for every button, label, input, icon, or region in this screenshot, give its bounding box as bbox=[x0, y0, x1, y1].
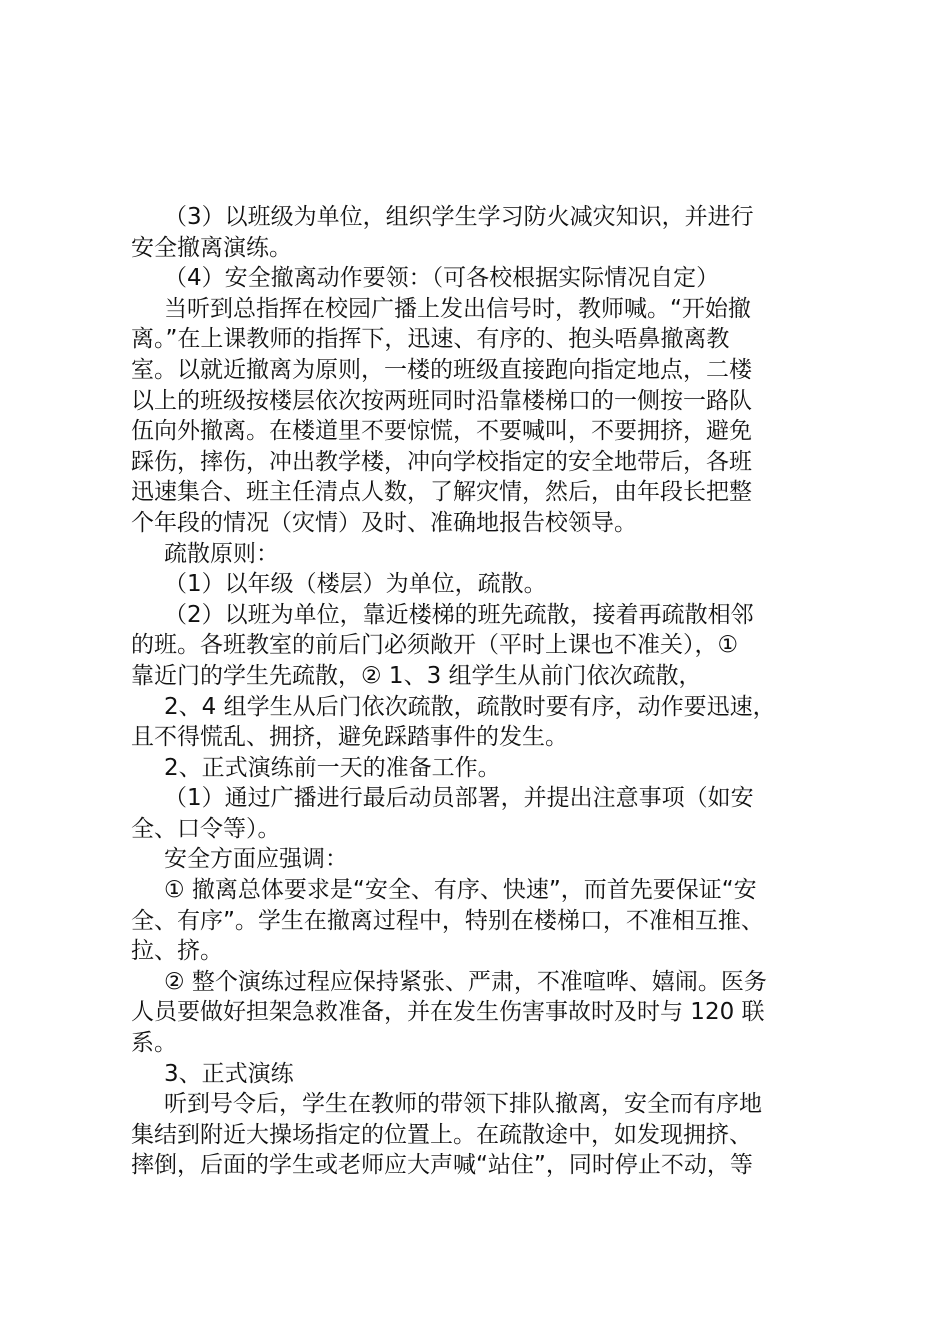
text-line: 伍向外撤离。在楼道里不要惊慌，不要喊叫，不要拥挤，避免 bbox=[131, 418, 752, 445]
text-line: 摔倒，后面的学生或老师应大声喊“站住”，同时停止不动，等 bbox=[131, 1152, 753, 1179]
text-line: 疏散原则： bbox=[164, 540, 279, 567]
text-line: 3、正式演练 bbox=[164, 1060, 294, 1087]
text-line: 全、有序”。学生在撤离过程中，特别在楼梯口，不准相互推、 bbox=[131, 907, 764, 934]
text-line: 全、口令等）。 bbox=[131, 815, 281, 842]
text-line: 2、正式演练前一天的准备工作。 bbox=[164, 754, 501, 781]
text-line: ② 整个演练过程应保持紧张、严肃，不准喧哗、嬉闹。医务 bbox=[164, 968, 767, 995]
text-line: 拉、挤。 bbox=[131, 938, 223, 965]
text-line: 听到号令后，学生在教师的带领下排队撤离，安全而有序地 bbox=[164, 1091, 762, 1118]
text-line: 且不得慌乱、拥挤，避免踩踏事件的发生。 bbox=[131, 724, 568, 751]
text-line: （2）以班为单位，靠近楼梯的班先疏散，接着再疏散相邻 bbox=[164, 601, 754, 628]
text-line: ① 撤离总体要求是“安全、有序、快速”，而首先要保证“安 bbox=[164, 877, 757, 904]
text-line: （1）以年级（楼层）为单位，疏散。 bbox=[164, 571, 547, 598]
text-line: 系。 bbox=[131, 1030, 177, 1057]
text-line: 个年段的情况（灾情）及时、准确地报告校领导。 bbox=[131, 509, 637, 536]
text-line: 离。”在上课教师的指挥下，迅速、有序的、抱头唔鼻撤离教 bbox=[131, 326, 730, 353]
text-line: 踩伤，摔伤，冲出教学楼，冲向学校指定的安全地带后，各班 bbox=[131, 448, 752, 475]
text-line: 安全方面应强调： bbox=[164, 846, 348, 873]
text-line: 的班。各班教室的前后门必须敞开（平时上课也不准关），① bbox=[131, 632, 739, 659]
text-line: 集结到附近大操场指定的位置上。在疏散途中，如发现拥挤、 bbox=[131, 1121, 752, 1148]
document-body bbox=[131, 202, 831, 1181]
text-line: （4）安全撤离动作要领：（可各校根据实际情况自定） bbox=[164, 265, 720, 292]
text-line: 安全撤离演练。 bbox=[131, 234, 292, 261]
text-line: 当听到总指挥在校园广播上发出信号时，教师喊。“开始撤 bbox=[164, 295, 751, 322]
text-line: （3）以班级为单位，组织学生学习防火减灾知识，并进行 bbox=[164, 204, 754, 230]
text-line: 迅速集合、班主任清点人数，了解灾情，然后，由年段长把整 bbox=[131, 479, 752, 506]
text-line: 人员要做好担架急救准备，并在发生伤害事故时及时与 120 联 bbox=[131, 999, 765, 1026]
text-line: （1）通过广播进行最后动员部署，并提出注意事项（如安 bbox=[164, 785, 754, 812]
text-line: 室。以就近撤离为原则，一楼的班级直接跑向指定地点，二楼 bbox=[131, 356, 752, 383]
text-line: 2、4 组学生从后门依次疏散，疏散时要有序，动作要迅速， bbox=[164, 693, 776, 720]
text-line: 以上的班级按楼层依次按两班同时沿靠楼梯口的一侧按一路队 bbox=[131, 387, 752, 414]
text-line: 靠近门的学生先疏散，② 1、3 组学生从前门依次疏散， bbox=[131, 662, 702, 689]
